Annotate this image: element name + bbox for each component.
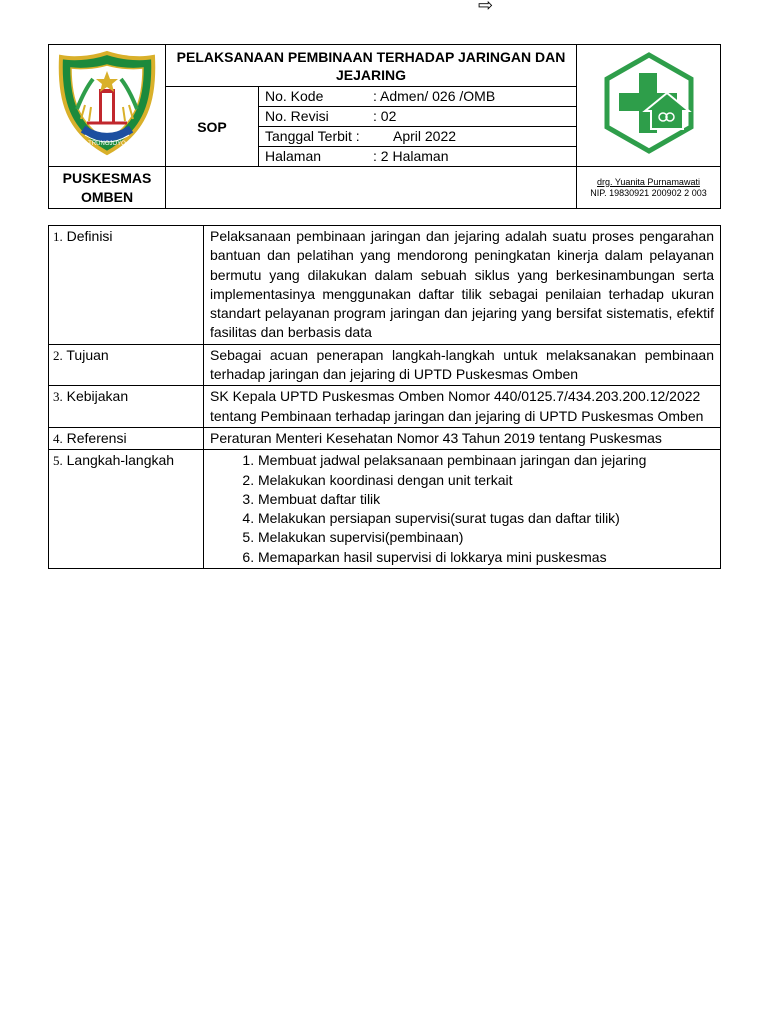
blank-cell <box>166 167 577 209</box>
signature-block <box>577 167 721 209</box>
list-item: 4. Melakukan persiapan supervisi(surat tugas dan daftar tilik) <box>258 509 714 528</box>
steps-cell <box>204 450 721 569</box>
section-label: 2. Tujuan <box>49 344 204 386</box>
sop-label: SOP <box>166 87 259 167</box>
section-label: 3. Kebijakan <box>49 386 204 428</box>
puskesmas-logo-cell <box>577 45 721 167</box>
list-item: 3. Membuat daftar tilik <box>258 490 714 509</box>
table-row <box>49 450 721 569</box>
regency-emblem-icon <box>55 49 159 157</box>
meta-row-tanggal: Tanggal Terbit : April 2022 <box>259 127 577 147</box>
table-row <box>49 386 721 428</box>
section-text: Peraturan Menteri Kesehatan Nomor 43 Tahun 2019 tentang Puskesmas <box>204 427 721 449</box>
list-item: 6. Memaparkan hasil supervisi di lokkarya mini puskesmas <box>258 548 714 567</box>
regency-emblem-cell <box>49 45 166 167</box>
meta-row-kode: No. Kode : Admen/ 026 /OMB <box>259 87 577 107</box>
section-label: 1. Definisi <box>49 226 204 345</box>
section-label: 4. Referensi <box>49 427 204 449</box>
meta-row-revisi: No. Revisi : 02 <box>259 107 577 127</box>
emblem-motto-text: TRUNOJOYO <box>88 141 126 147</box>
table-row <box>49 427 721 449</box>
section-text: Pelaksanaan pembinaan jaringan dan jejaring adalah suatu proses pengarahan bantuan dan pelatihan yang mendorong peningkatan kinerja dalam pelayanan bermutu yang dilakukan dalam sebuah siklus yang berkesinambungan serta implementasinya menggunakan daftar tilik sebagai penilaian terhadap ukuran standart pelayanan program jaringan dan jejaring yang bersifat sistematis, efektif fasilitas dan berbasis data <box>204 226 721 345</box>
document-title: PELAKSANAAN PEMBINAAN TERHADAP JARINGAN DAN JEJARING <box>166 45 577 87</box>
section-text: Sebagai acuan penerapan langkah-langkah untuk melaksanakan pembinaan terhadap jaringan dan jejaring di UPTD Puskesmas Omben <box>204 344 721 386</box>
list-item: 5. Melakukan supervisi(pembinaan) <box>258 528 714 547</box>
puskesmas-logo-icon <box>597 49 701 157</box>
sop-content-table <box>48 225 721 569</box>
table-row <box>49 344 721 386</box>
list-item: 2. Melakukan koordinasi dengan unit terkait <box>258 471 714 490</box>
organization-name: PUSKESMAS OMBEN <box>49 167 166 209</box>
section-label: 5. Langkah-langkah <box>49 450 204 569</box>
signer-name: drg. Yuanita Purnamawati <box>597 176 700 187</box>
table-row <box>49 226 721 345</box>
meta-row-halaman: Halaman : 2 Halaman <box>259 147 577 167</box>
section-text: SK Kepala UPTD Puskesmas Omben Nomor 440/0125.7/434.203.200.12/2022 tentang Pembinaan terhadap jaringan dan jejaring di UPTD Puskesmas Omben <box>204 386 721 428</box>
steps-list <box>210 451 714 567</box>
list-item: 1. Membuat jadwal pelaksanaan pembinaan jaringan dan jejaring <box>258 451 714 470</box>
sop-header-table <box>48 44 721 209</box>
arrow-icon: ⇨ <box>478 0 494 15</box>
signer-nip: NIP. 19830921 200902 2 003 <box>590 187 707 198</box>
